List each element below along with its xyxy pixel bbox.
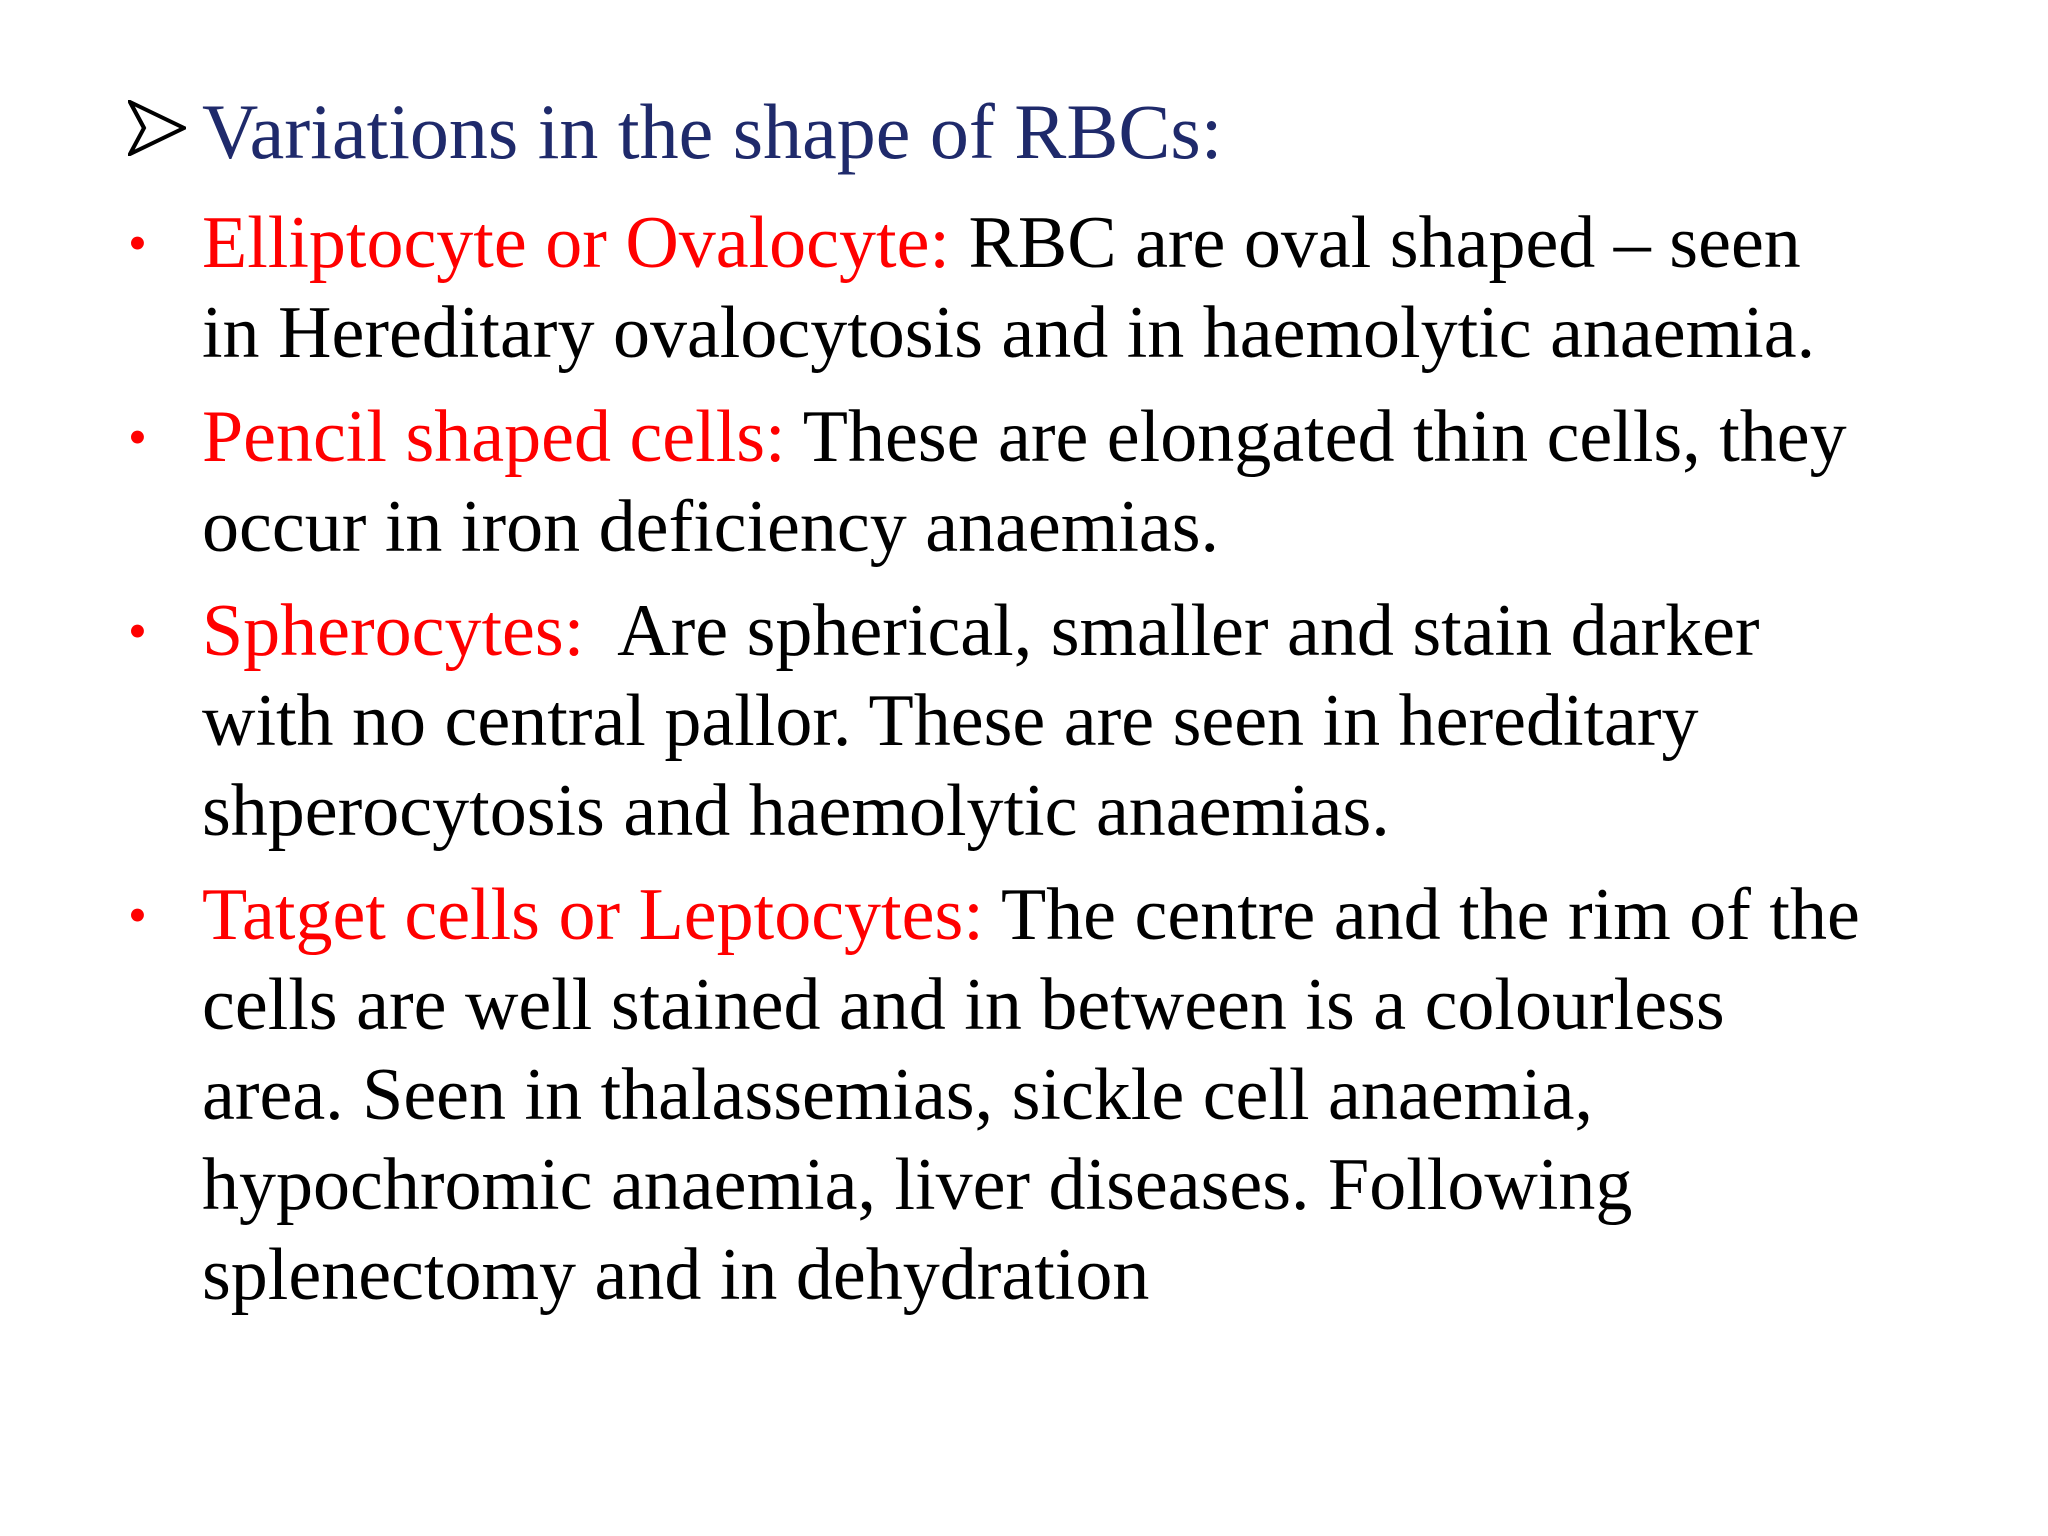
bullet-line (202, 870, 1948, 960)
bullet-term: Pencil shaped cells: (202, 396, 786, 478)
bullet-line (202, 586, 1948, 676)
bullet-line: area. Seen in thalassemias, sickle cell anaemia, (202, 1054, 1594, 1136)
bullet-term: Spherocytes: (202, 590, 585, 672)
bullet-dot: • (128, 885, 147, 945)
bullet-line (202, 392, 1948, 482)
bullet-dot: • (128, 213, 147, 273)
bullet-dot: • (128, 601, 147, 661)
bullet-line: occur in iron deficiency anaemias. (202, 486, 1220, 568)
bullet-text: The centre and the rim of the (983, 874, 1860, 956)
bullet-line: splenectomy and in dehydration (202, 1234, 1150, 1316)
bullet-list (128, 198, 1948, 1320)
bullet-line: with no central pallor. These are seen in hereditary (202, 680, 1699, 762)
bullet-line: hypochromic anaemia, liver diseases. Following (202, 1144, 1633, 1226)
bullet-line: shperocytosis and haemolytic anaemias. (202, 770, 1390, 852)
bullet-term: Elliptocyte or Ovalocyte: (202, 202, 950, 284)
bullet-line: in Hereditary ovalocytosis and in haemolytic anaemia. (202, 292, 1816, 374)
bullet-term: Tatget cells or Leptocytes: (202, 874, 984, 956)
bullet-item-pencil-cells (128, 392, 1948, 572)
bullet-text: RBC are oval shaped – seen (950, 202, 1801, 284)
bullet-item-target-cells (128, 870, 1948, 1320)
bullet-item-elliptocyte (128, 198, 1948, 378)
bullet-text: These are elongated thin cells, they (785, 396, 1847, 478)
bullet-line (202, 198, 1948, 288)
bullet-text: Are spherical, smaller and stain darker (584, 590, 1760, 672)
arrowhead-bullet-icon (128, 100, 186, 156)
heading-text: Variations in the shape of RBCs: (202, 88, 1223, 175)
bullet-dot: • (128, 407, 147, 467)
bullet-item-spherocytes (128, 586, 1948, 856)
bullet-line: cells are well stained and in between is a colourless (202, 964, 1725, 1046)
